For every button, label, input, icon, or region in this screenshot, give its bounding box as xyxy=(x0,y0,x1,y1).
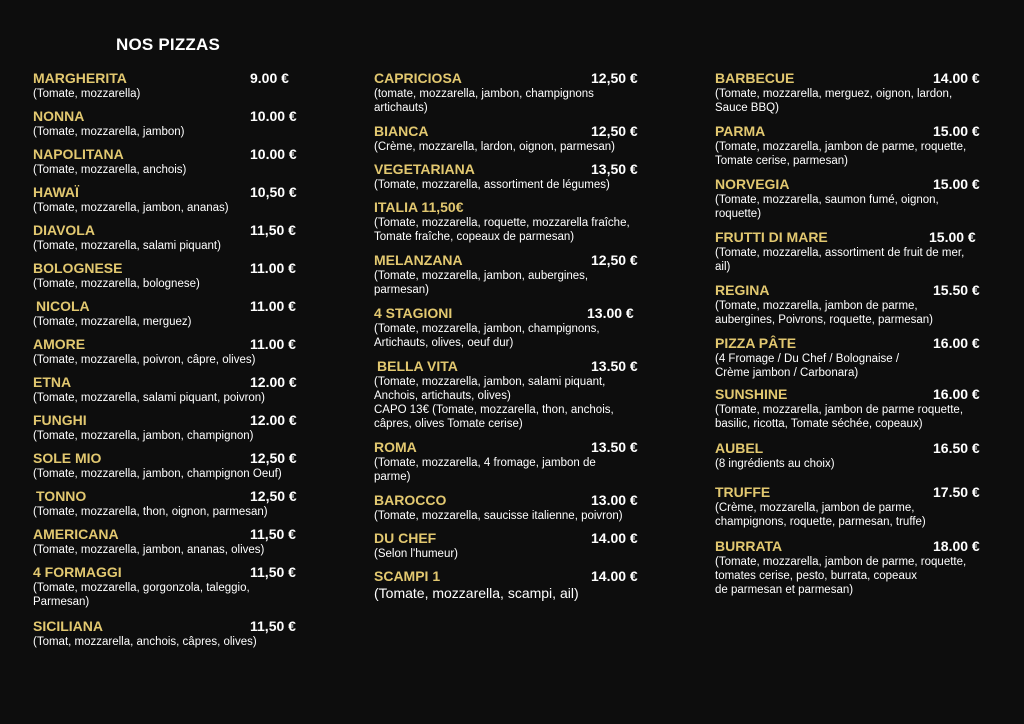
menu-item-price: 12,50 € xyxy=(591,70,638,86)
menu-item xyxy=(715,484,1005,529)
menu-item-name: PIZZA PÂTE xyxy=(715,335,797,351)
menu-item-name: ETNA xyxy=(33,374,72,390)
menu-item-header xyxy=(374,70,664,87)
menu-item xyxy=(33,374,323,405)
menu-item-price: 16.00 € xyxy=(933,386,980,402)
menu-item xyxy=(374,568,664,602)
menu-item-description: (Tomate, mozzarella, jambon, champignon) xyxy=(33,430,254,442)
menu-item-description: (Tomate, mozzarella, bolognese) xyxy=(33,278,200,290)
menu-item-name: ROMA xyxy=(374,439,417,455)
menu-item-header xyxy=(715,70,1005,87)
menu-item-name: SCAMPI 1 xyxy=(374,568,441,584)
menu-item-name: 4 FORMAGGI xyxy=(33,564,122,580)
menu-item-name: DU CHEF xyxy=(374,530,437,546)
menu-item xyxy=(33,146,323,177)
menu-item-name: SOLE MIO xyxy=(33,450,102,466)
page-title: NOS PIZZAS xyxy=(116,35,221,54)
menu-item-price: 12.00 € xyxy=(250,374,297,390)
menu-item-header xyxy=(374,568,664,585)
menu-item-name: BURRATA xyxy=(715,538,783,554)
menu-item-name: MARGHERITA xyxy=(33,70,127,86)
menu-item-description: (Tomate, mozzarella, thon, oignon, parmesan) xyxy=(33,506,268,518)
menu-item-price: 12,50 € xyxy=(250,450,297,466)
menu-item-price: 11.00 € xyxy=(250,260,296,276)
menu-item-description: (tomate, mozzarella, jambon, champignons artichauts) xyxy=(374,88,594,114)
menu-item-price: 13.50 € xyxy=(591,358,638,374)
menu-item-description: (Tomate, mozzarella, assortiment de légumes) xyxy=(374,179,610,191)
menu-item-header xyxy=(374,305,664,322)
menu-item-header xyxy=(374,492,664,509)
menu-item-description: (Tomate, mozzarella, jambon, salami piquant, Anchois, artichauts, olives) CAPO 13€ (Tomate, mozzarella, thon, anchois, câpres, olives Tomate cerise) xyxy=(374,376,614,430)
menu-item-description: (Selon l'humeur) xyxy=(374,548,459,560)
menu-item-header xyxy=(374,358,664,375)
menu-item-description: (4 Fromage / Du Chef / Bolognaise / Crème jambon / Carbonara) xyxy=(715,353,900,379)
menu-item-name: FRUTTI DI MARE xyxy=(715,229,828,245)
menu-item-description: (Tomate, mozzarella, salami piquant, poivron) xyxy=(33,392,266,404)
menu-item-price: 14.00 € xyxy=(591,568,638,584)
menu-item-price: 17.50 € xyxy=(933,484,980,500)
menu-item xyxy=(715,386,1005,431)
menu-item xyxy=(715,538,1005,597)
menu-item-header xyxy=(33,618,323,635)
menu-item-description: (Tomate, mozzarella, jambon, ananas, olives) xyxy=(33,544,265,556)
menu-item-description: (Tomate, mozzarella, scampi, ail) xyxy=(374,585,579,601)
menu-item-price: 10,50 € xyxy=(250,184,297,200)
menu-item-header xyxy=(33,336,323,353)
menu-item xyxy=(33,526,323,557)
menu-item-header xyxy=(33,450,323,467)
menu-item xyxy=(374,70,664,115)
menu-item-header xyxy=(715,229,1005,246)
menu-item-header xyxy=(33,222,323,239)
menu-item-header xyxy=(33,184,323,201)
menu-item xyxy=(374,252,664,297)
menu-item-description: (Tomate, mozzarella, gorgonzola, taleggio, Parmesan) xyxy=(33,582,250,608)
menu-item xyxy=(33,450,323,481)
menu-item-description: (Crème, mozzarella, lardon, oignon, parmesan) xyxy=(374,141,615,153)
menu-item-name: DIAVOLA xyxy=(33,222,95,238)
menu-item-price: 10.00 € xyxy=(250,146,297,162)
menu-item-name: BIANCA xyxy=(374,123,429,139)
menu-item xyxy=(33,298,323,329)
menu-item-price: 11,50 € xyxy=(250,222,296,238)
menu-item-header xyxy=(715,176,1005,193)
menu-item xyxy=(374,492,664,523)
menu-item-description: (Tomate, mozzarella, anchois) xyxy=(33,164,187,176)
menu-item-name: BOLOGNESE xyxy=(33,260,123,276)
menu-item xyxy=(33,222,323,253)
menu-item-header xyxy=(715,484,1005,501)
menu-item-header xyxy=(33,298,323,315)
menu-item-name: BAROCCO xyxy=(374,492,447,508)
menu-item-name: AMORE xyxy=(33,336,86,352)
menu-item xyxy=(715,440,1005,471)
menu-item-description: (Tomate, mozzarella, jambon, aubergines, parmesan) xyxy=(374,270,589,296)
menu-item-name: NAPOLITANA xyxy=(33,146,124,162)
menu-item-header xyxy=(715,538,1005,555)
menu-item-description: (Tomate, mozzarella, jambon de parme, aubergines, Poivrons, roquette, parmesan) xyxy=(715,300,933,326)
menu-item-header xyxy=(374,161,664,178)
menu-item-description: (8 ingrédients au choix) xyxy=(715,458,835,470)
menu-item-name: REGINA xyxy=(715,282,770,298)
menu-item-price: 12,50 € xyxy=(591,123,638,139)
menu-item-header xyxy=(374,439,664,456)
menu-item-header xyxy=(715,282,1005,299)
menu-item xyxy=(715,176,1005,221)
menu-item-price: 13.50 € xyxy=(591,439,638,455)
menu-item xyxy=(715,335,1005,380)
menu-item-description: (Tomate, mozzarella) xyxy=(33,88,141,100)
menu-item-price: 12,50 € xyxy=(591,252,638,268)
menu-item-header xyxy=(374,252,664,269)
menu-item-name: AMERICANA xyxy=(33,526,119,542)
menu-item-name: CAPRICIOSA xyxy=(374,70,462,86)
menu-item-name: 4 STAGIONI xyxy=(374,305,453,321)
menu-item-header xyxy=(33,70,323,87)
menu-item-description: (Tomate, mozzarella, saumon fumé, oignon, roquette) xyxy=(715,194,939,220)
menu-item-description: (Tomate, mozzarella, merguez, oignon, lardon, Sauce BBQ) xyxy=(715,88,953,114)
menu-item-name: NONNA xyxy=(33,108,85,124)
menu-item-name: PARMA xyxy=(715,123,766,139)
menu-item xyxy=(715,123,1005,168)
menu-item-price: 15.00 € xyxy=(929,229,976,245)
menu-item xyxy=(33,412,323,443)
menu-item-name: SICILIANA xyxy=(33,618,103,634)
menu-item-description: (Tomate, mozzarella, jambon de parme roquette, basilic, ricotta, Tomate séchée, copeaux) xyxy=(715,404,964,430)
menu-item-price: 10.00 € xyxy=(250,108,297,124)
menu-item-name: TRUFFE xyxy=(715,484,771,500)
menu-item-name: NORVEGIA xyxy=(715,176,790,192)
menu-item-name: AUBEL xyxy=(715,440,764,456)
menu-item xyxy=(374,358,664,431)
menu-item xyxy=(715,229,1005,274)
menu-item-header xyxy=(33,108,323,125)
menu-item-header xyxy=(33,146,323,163)
menu-item-price: 15.00 € xyxy=(933,176,980,192)
menu-item-description: (Tomate, mozzarella, roquette, mozzarella fraîche, Tomate fraîche, copeaux de parmesan) xyxy=(374,217,630,243)
menu-item-name: ITALIA 11,50€ xyxy=(374,199,464,215)
menu-item-name: VEGETARIANA xyxy=(374,161,475,177)
menu-item-header xyxy=(33,374,323,391)
menu-item xyxy=(374,123,664,154)
menu-item xyxy=(33,108,323,139)
menu-item xyxy=(374,439,664,484)
menu-item-header xyxy=(33,488,323,505)
menu-item-description: (Tomate, mozzarella, jambon de parme, roquette, tomates cerise, pesto, burrata, copeaux de parmesan et parmesan) xyxy=(715,556,967,596)
menu-item xyxy=(715,282,1005,327)
menu-item-price: 12,50 € xyxy=(250,488,297,504)
menu-item xyxy=(33,564,323,609)
menu-item-header xyxy=(33,526,323,543)
menu-item-description: (Tomate, mozzarella, salami piquant) xyxy=(33,240,221,252)
menu-item-header xyxy=(374,530,664,547)
menu-item-description: (Tomate, mozzarella, jambon, ananas) xyxy=(33,202,229,214)
menu-item-description: (Tomat, mozzarella, anchois, câpres, olives) xyxy=(33,636,257,648)
menu-item-header xyxy=(33,564,323,581)
menu-item-description: (Crème, mozzarella, jambon de parme, champignons, roquette, parmesan, truffe) xyxy=(715,502,926,528)
menu-item-description: (Tomate, mozzarella, poivron, câpre, olives) xyxy=(33,354,256,366)
menu-item xyxy=(33,618,323,649)
menu-item-description: (Tomate, mozzarella, jambon, champignon Oeuf) xyxy=(33,468,282,480)
menu-item-name: HAWAÏ xyxy=(33,184,79,200)
menu-item-name: TONNO xyxy=(36,488,87,504)
menu-item-header xyxy=(33,412,323,429)
menu-item-header xyxy=(715,123,1005,140)
menu-item-price: 13.00 € xyxy=(591,492,638,508)
menu-item-price: 18.00 € xyxy=(933,538,980,554)
menu-item-price: 13,50 € xyxy=(591,161,638,177)
menu-item-name: NICOLA xyxy=(36,298,90,314)
menu-item xyxy=(715,70,1005,115)
menu-item xyxy=(33,488,323,519)
menu-item-price: 13.00 € xyxy=(587,305,634,321)
menu-item-price: 11,50 € xyxy=(250,618,296,634)
menu-item-price: 15.50 € xyxy=(933,282,980,298)
menu-item-price: 11,50 € xyxy=(250,526,296,542)
menu-item-name: MELANZANA xyxy=(374,252,463,268)
menu-item-description: (Tomate, mozzarella, 4 fromage, jambon de parme) xyxy=(374,457,596,483)
menu-item-description: (Tomate, mozzarella, saucisse italienne, poivron) xyxy=(374,510,623,522)
menu-item-price: 15.00 € xyxy=(933,123,980,139)
menu-item xyxy=(374,199,664,244)
menu-item-price: 11.00 € xyxy=(250,336,296,352)
menu-item-description: (Tomate, mozzarella, jambon, champignons, Artichauts, olives, oeuf dur) xyxy=(374,323,600,349)
menu-item-header xyxy=(715,335,1005,352)
menu-item-name: BELLA VITA xyxy=(377,358,458,374)
menu-item-header xyxy=(715,440,1005,457)
menu-item-price: 14.00 € xyxy=(933,70,980,86)
menu-item-name: SUNSHINE xyxy=(715,386,788,402)
menu-item-price: 12.00 € xyxy=(250,412,297,428)
menu-item-header xyxy=(374,199,664,216)
menu-item-price: 14.00 € xyxy=(591,530,638,546)
menu-item xyxy=(374,305,664,350)
menu-item xyxy=(33,184,323,215)
menu-item-description: (Tomate, mozzarella, jambon) xyxy=(33,126,185,138)
menu-item-name: BARBECUE xyxy=(715,70,795,86)
menu-item-description: (Tomate, mozzarella, merguez) xyxy=(33,316,192,328)
menu-item-price: 16.00 € xyxy=(933,335,980,351)
menu-item-price: 11.00 € xyxy=(250,298,296,314)
menu-item-header xyxy=(715,386,1005,403)
menu-item-header xyxy=(374,123,664,140)
menu-item-description: (Tomate, mozzarella, assortiment de fruit de mer, ail) xyxy=(715,247,965,273)
menu-item xyxy=(374,530,664,561)
menu-item xyxy=(33,336,323,367)
menu-item xyxy=(33,70,323,101)
menu-item xyxy=(374,161,664,192)
menu-item-price: 11,50 € xyxy=(250,564,296,580)
menu-item-name: FUNGHI xyxy=(33,412,87,428)
menu-item-header xyxy=(33,260,323,277)
menu-item-price: 16.50 € xyxy=(933,440,980,456)
menu-item xyxy=(33,260,323,291)
menu-item-description: (Tomate, mozzarella, jambon de parme, roquette, Tomate cerise, parmesan) xyxy=(715,141,967,167)
menu-item-price: 9.00 € xyxy=(250,70,289,86)
